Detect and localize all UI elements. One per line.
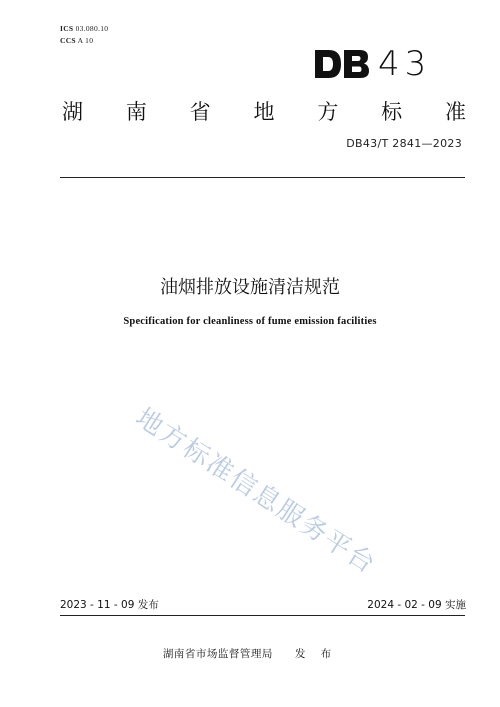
ccs-code (60, 36, 93, 45)
top-divider (60, 177, 465, 178)
org-title-char: 方 (317, 100, 339, 124)
org-title-char: 省 (189, 100, 211, 124)
org-title-char: 湖 (62, 100, 83, 124)
ccs-label: CCS (60, 36, 76, 45)
ics-value: 03.080.10 (75, 24, 109, 33)
org-title-char: 南 (125, 100, 147, 124)
province-code: 43 (378, 44, 432, 84)
org-title-char: 地 (253, 100, 275, 124)
publisher-line (0, 646, 500, 661)
standard-number: DB43/T 2841—2023 (346, 137, 462, 150)
org-title (62, 96, 466, 126)
bottom-divider (60, 615, 465, 616)
ics-label: ICS (60, 24, 74, 33)
document-title-en: Specification for cleanliness of fume emission facilities (123, 316, 377, 327)
publisher-name: 湖南省市场监督管理局 (162, 648, 273, 660)
document-title-cn: 油烟排放设施清洁规范 (160, 277, 340, 298)
issue-date: 2023 - 11 - 09 发布 (60, 599, 159, 611)
db-logo-icon (314, 48, 370, 80)
ics-code (60, 24, 108, 33)
watermark (124, 400, 424, 600)
publish-label: 发 布 (294, 648, 338, 660)
implementation-date: 2024 - 02 - 09 实施 (367, 599, 466, 611)
db-standard-mark (314, 44, 431, 84)
org-title-char: 标 (381, 100, 403, 124)
ccs-value: A 10 (77, 36, 94, 45)
watermark-text: 地方标准信息服务平台 (130, 402, 382, 581)
org-title-char: 准 (444, 100, 466, 124)
